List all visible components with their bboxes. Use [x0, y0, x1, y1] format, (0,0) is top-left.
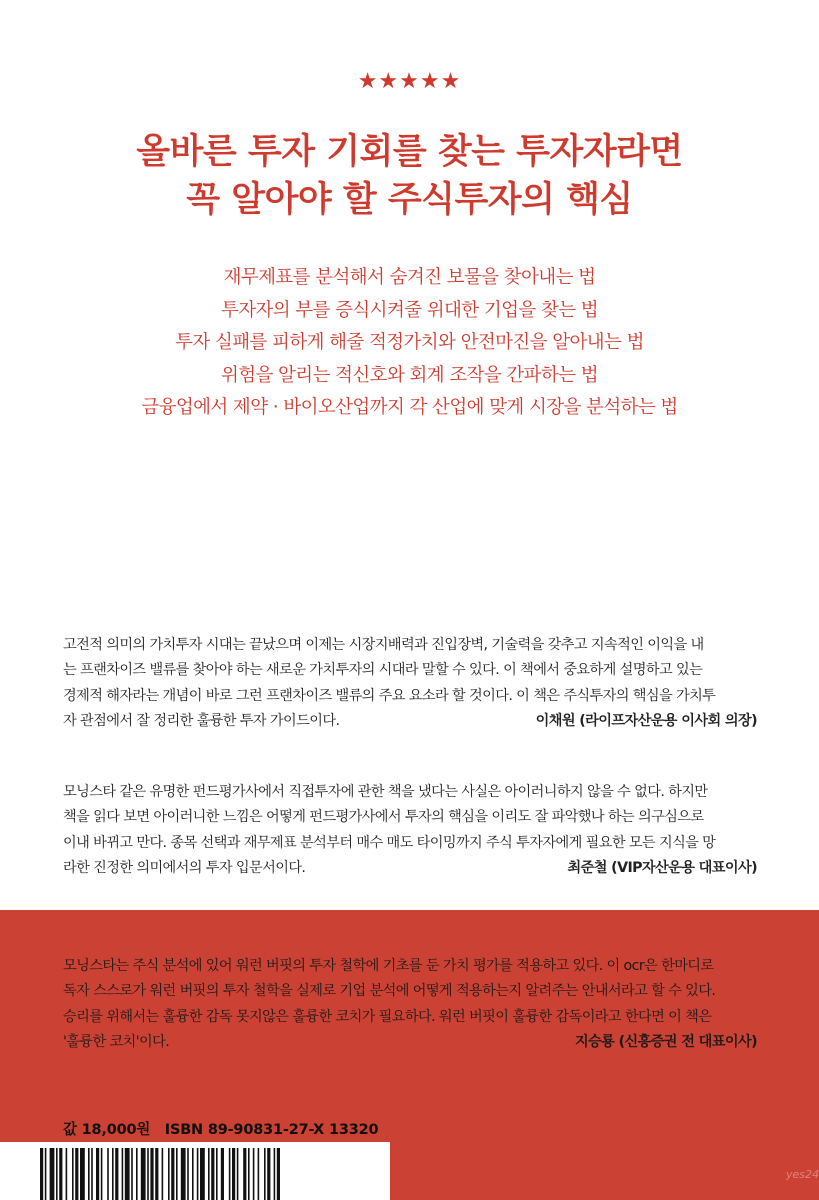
endorsement-author: 지승룡 (신흥증권 전 대표이사): [574, 1033, 757, 1050]
endorsement-text-line: 고전적 의미의 가치투자 시대는 끝났으며 이제는 시장지배력과 진입장벽, 기술력을 갖추고 지속적인 이익을 내: [63, 637, 704, 653]
headline-line-2: 꼭 알아야 할 주식투자의 핵심: [186, 180, 633, 220]
feature-item: 투자 실패를 피하게 해줄 적정가치와 안전마진을 알아내는 법: [175, 332, 644, 353]
barcode-bar: [150, 1148, 153, 1200]
price-isbn-line: [63, 1118, 378, 1139]
endorsement-3: [63, 954, 757, 1055]
barcode-bar: [147, 1148, 149, 1200]
barcode-bar: [208, 1148, 210, 1200]
barcode-bar: [91, 1148, 93, 1200]
barcode-bar: [125, 1148, 130, 1200]
endorsement-1: [63, 633, 757, 734]
feature-item: 금융업에서 제약 · 바이오산업까지 각 산업에 맞게 시장을 분석하는 법: [141, 397, 678, 418]
watermark-logo: yes24: [786, 1168, 819, 1181]
endorsement-text-line: 경제적 해자라는 개념이 바로 그런 프랜차이즈 밸류의 주요 요소라 할 것이다. 이 책은 주식투자의 핵심을 가치투: [63, 687, 716, 704]
barcode-bar: [232, 1148, 235, 1200]
barcode-bar: [72, 1148, 74, 1200]
barcode-bar: [141, 1148, 146, 1200]
barcode-bar: [88, 1148, 90, 1200]
feature-item: 재무제표를 분석해서 숨겨진 보물을 찾아내는 법: [223, 267, 596, 288]
barcode-bar: [66, 1148, 68, 1200]
isbn-label: ISBN 89-90831-27-X 13320: [164, 1122, 379, 1138]
barcode-bar: [243, 1148, 246, 1200]
barcode-bar: [75, 1148, 78, 1200]
barcode-bar: [122, 1148, 124, 1200]
barcode-bar: [197, 1148, 199, 1200]
feature-item: 투자자의 부를 증식시켜줄 위대한 기업을 찾는 법: [220, 299, 599, 321]
barcode-bar: [264, 1148, 266, 1200]
barcode-bars: [40, 1148, 280, 1200]
barcode-bar: [171, 1148, 174, 1200]
barcode-bar: [221, 1148, 224, 1200]
barcode-bar: [45, 1148, 47, 1200]
barcode-bar: [200, 1148, 205, 1200]
endorsement-author: 최준철 (VIP자산운용 대표이사): [567, 859, 757, 876]
barcode-bar: [267, 1148, 270, 1200]
endorsement-text-line: 독자 스스로가 워런 버핏의 투자 철학을 실제로 기업 분석에 어떻게 적용하는지 알려주는 안내서라고 할 수 있다.: [63, 983, 716, 1000]
barcode-bar: [155, 1148, 158, 1200]
barcode-bar: [187, 1148, 189, 1200]
barcode-bar: [192, 1148, 194, 1200]
barcode-bar: [277, 1148, 280, 1200]
endorsement-text-line: 승리를 위해서는 훌륭한 감독 못지않은 훌륭한 코치가 필요하다. 워런 버핏이 훌륭한 감독이라고 한다면 이 책은: [63, 1008, 712, 1025]
barcode-bar: [248, 1148, 250, 1200]
barcode-bar: [107, 1148, 109, 1200]
headline-line-1: 올바른 투자 기회를 찾는 투자자라면: [136, 132, 683, 172]
endorsement-last-line: [63, 856, 757, 881]
barcode-bar: [131, 1148, 133, 1200]
barcode-bar: [181, 1148, 186, 1200]
barcode-bar: [50, 1148, 55, 1200]
endorsement-text-line: 이내 바뀌고 만다. 종목 선택과 재무제표 분석부터 매수 매도 타이밍까지 주식 투자자에게 필요한 모든 지식을 망: [63, 834, 716, 851]
feature-item: 위험을 알리는 적신호와 회계 조작을 간파하는 법: [220, 364, 599, 386]
rating-stars: ★★★★★: [357, 69, 462, 94]
endorsement-last-line: [63, 709, 757, 734]
barcode-bar: [253, 1148, 255, 1200]
barcode-bar: [274, 1148, 276, 1200]
barcode-bar: [258, 1148, 260, 1200]
endorsement-text-line: '훌륭한 코치'이다.: [63, 1033, 170, 1050]
barcode-bar: [101, 1148, 103, 1200]
barcode-bar: [211, 1148, 214, 1200]
barcode-bar: [96, 1148, 99, 1200]
barcode-bar: [56, 1148, 58, 1200]
endorsement-last-line: [63, 1030, 757, 1055]
barcode-bar: [136, 1148, 138, 1200]
headline: [0, 128, 819, 224]
barcode-bar: [229, 1148, 231, 1200]
endorsement-2: [63, 780, 757, 881]
barcode-bar: [80, 1148, 85, 1200]
endorsement-text-line: 라한 진정한 의미에서의 투자 입문서이다.: [63, 859, 306, 876]
barcode-image: [0, 1142, 390, 1200]
endorsement-author: 이채원 (라이프자산운용 이사회 의장): [535, 712, 757, 729]
barcode-bar: [112, 1148, 114, 1200]
barcode-bar: [237, 1148, 239, 1200]
price-label: 값 18,000원: [63, 1122, 151, 1138]
endorsement-text-line: 모닝스타 같은 유명한 펀드평가사에서 직접투자에 관한 책을 냈다는 사실은 아이러니하지 않을 수 없다. 하지만: [63, 784, 708, 800]
endorsement-text-line: 모닝스타는 주식 분석에 있어 워런 버핏의 투자 철학에 기초를 둔 가치 평가를 적용하고 있다. 이 ocr은 한마디로: [63, 958, 714, 974]
barcode-bar: [216, 1148, 218, 1200]
endorsement-text-line: 는 프랜차이즈 밸류를 찾아야 하는 새로운 가치투자의 시대라 말할 수 있다. 이 책에서 중요하게 설명하고 있는: [63, 662, 703, 679]
barcode-bar: [115, 1148, 118, 1200]
barcode-bar: [162, 1148, 164, 1200]
barcode-bar: [59, 1148, 62, 1200]
barcode-bar: [40, 1148, 43, 1200]
barcode-bar: [176, 1148, 178, 1200]
endorsement-text-line: 자 관점에서 잘 정리한 훌륭한 투자 가이드이다.: [63, 712, 340, 729]
endorsement-text-line: 책을 읽다 보면 아이러니한 느낌은 어떻게 펀드평가사에서 투자의 핵심을 이리도 잘 파악했나 하는 의구심으로: [63, 809, 704, 826]
feature-list: [0, 262, 819, 425]
barcode-bar: [168, 1148, 170, 1200]
